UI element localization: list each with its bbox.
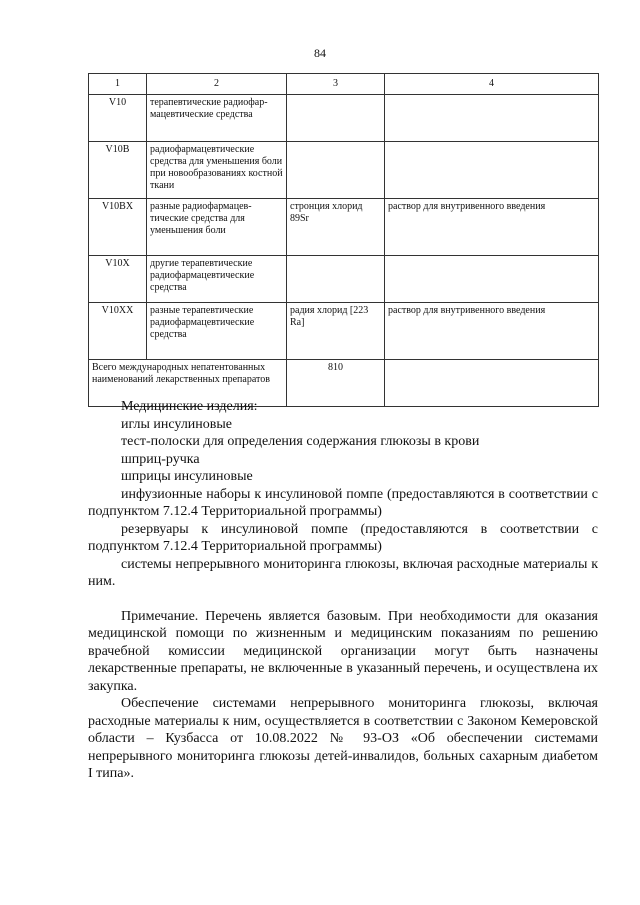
atc-code-cell: V10X bbox=[89, 256, 147, 303]
device-item: иглы инсулиновые bbox=[121, 416, 233, 432]
drug-table bbox=[88, 73, 599, 407]
form-cell: раствор для внутривенного введения bbox=[385, 303, 599, 360]
note-paragraph: Примечание. Перечень является базовым. При необходимости для оказания медицинской помощи по жизненным и медицинским показаниям по решению врачебной комиссии медицинской организации могут быть назначены лекарственные препараты, не включенные в указанный перечень, и осуществлена их закупка. bbox=[88, 608, 598, 694]
device-paragraph: резервуары к инсулиновой помпе (предоставляются в соответствии с подпунктом 7.12.4 Территориальной программы) bbox=[88, 521, 598, 554]
atc-code-cell: V10BX bbox=[89, 199, 147, 256]
group-cell: терапевтические радиофар-мацевтические средства bbox=[147, 95, 287, 142]
drug-cell: стронция хлорид 89Sr bbox=[287, 199, 385, 256]
column-header: 3 bbox=[287, 74, 385, 95]
table-row bbox=[89, 142, 599, 199]
table-row bbox=[89, 256, 599, 303]
device-paragraph: системы непрерывного мониторинга глюкозы, включая расходные материалы к ним. bbox=[88, 556, 598, 589]
table-row bbox=[89, 95, 599, 142]
device-paragraph: инфузионные наборы к инсулиновой помпе (предоставляются в соответствии с подпунктом 7.12.4 Территориальной программы) bbox=[88, 486, 598, 519]
provision-paragraph: Обеспечение системами непрерывного мониторинга глюкозы, включая расходные материалы к ним, осуществляется в соответствии с Законом Кемеровской области – Кузбасса от 10.08.2022 № 93-ОЗ «Об обеспечении системами непрерывного мониторинга глюкозы детей-инвалидов, больных сахарным диабетом I типа». bbox=[88, 696, 598, 781]
drug-cell bbox=[287, 95, 385, 142]
devices-heading: Медицинские изделия: bbox=[121, 399, 258, 414]
total-value-cell: 810 bbox=[287, 360, 385, 407]
spacer bbox=[88, 591, 598, 608]
atc-code-cell: V10 bbox=[89, 95, 147, 142]
group-cell: разные терапевтические радиофармацевтические средства bbox=[147, 303, 287, 360]
form-cell bbox=[385, 256, 599, 303]
group-cell: другие терапевтические радиофармацевтические средства bbox=[147, 256, 287, 303]
group-cell: разные радиофармацев-тические средства для уменьшения боли bbox=[147, 199, 287, 256]
column-header: 2 bbox=[147, 74, 287, 95]
form-cell bbox=[385, 95, 599, 142]
table-row bbox=[89, 199, 599, 256]
drug-cell bbox=[287, 256, 385, 303]
drug-cell: радия хлорид [223 Ra] bbox=[287, 303, 385, 360]
form-cell bbox=[385, 142, 599, 199]
device-item: тест-полоски для определения содержания глюкозы в крови bbox=[121, 434, 480, 449]
column-header: 1 bbox=[89, 74, 147, 95]
group-cell: радиофармацевтические средства для уменьшения боли при новообразованиях костной ткани bbox=[147, 142, 287, 199]
page-number: 84 bbox=[314, 46, 326, 60]
form-cell: раствор для внутривенного введения bbox=[385, 199, 599, 256]
atc-code-cell: V10XX bbox=[89, 303, 147, 360]
total-label-cell: Всего международных непатентованных наименований лекарственных препаратов bbox=[89, 360, 287, 407]
device-item: шприцы инсулиновые bbox=[121, 469, 253, 484]
document-body bbox=[88, 398, 598, 783]
atc-code-cell: V10B bbox=[89, 142, 147, 199]
table-row bbox=[89, 303, 599, 360]
drug-cell bbox=[287, 142, 385, 199]
device-item: шприц-ручка bbox=[121, 451, 200, 467]
column-header: 4 bbox=[385, 74, 599, 95]
table-header-row bbox=[89, 74, 599, 95]
